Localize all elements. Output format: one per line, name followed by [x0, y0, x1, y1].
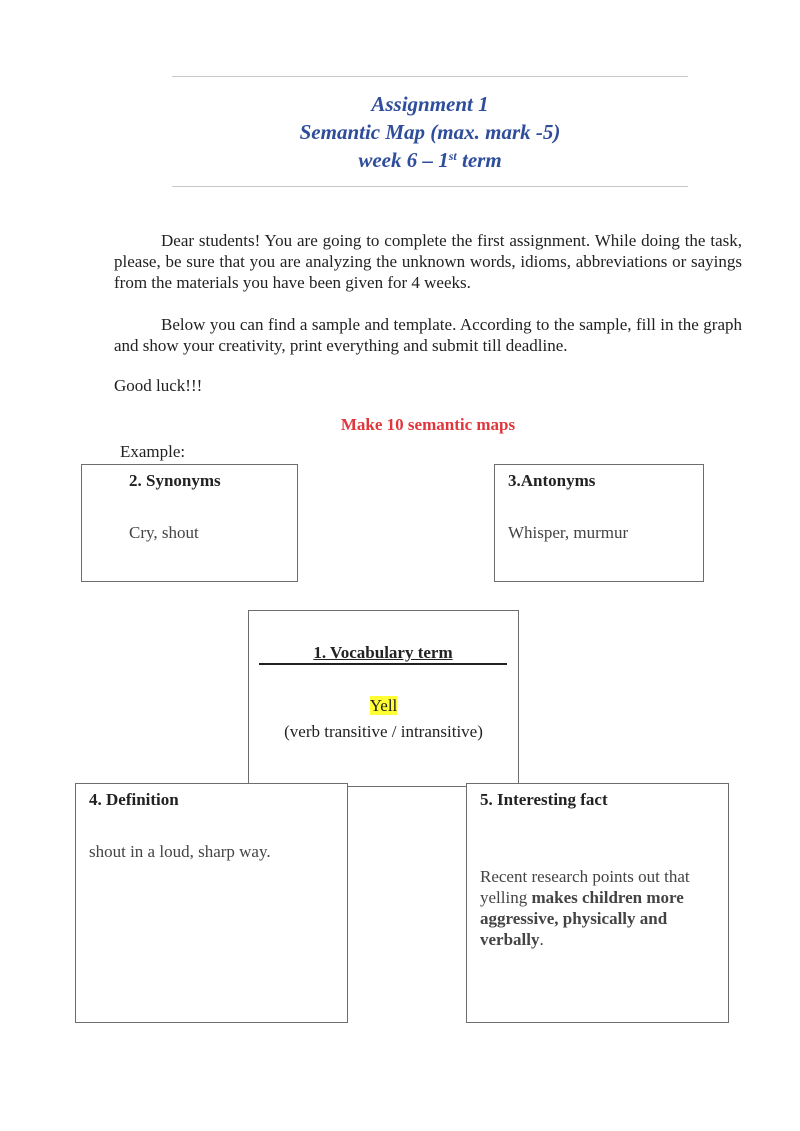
intro-paragraph-2 — [114, 314, 742, 356]
assignment-subtitle: Semantic Map (max. mark -5) — [299, 120, 561, 144]
make-maps-heading: Make 10 semantic maps — [340, 415, 516, 434]
antonyms-heading: 3.Antonyms — [508, 471, 596, 490]
fact-text — [480, 866, 718, 950]
week-text: week 6 – 1 — [358, 148, 449, 172]
bottom-rule — [172, 186, 688, 187]
definition-box — [75, 783, 348, 1023]
antonyms-text: Whisper, murmur — [508, 523, 629, 542]
week-term: term — [456, 148, 502, 172]
fact-heading: 5. Interesting fact — [480, 790, 608, 809]
fact-text-bold: makes children more aggressive, physically and verbally — [480, 888, 684, 949]
synonyms-text: Cry, shout — [129, 523, 199, 542]
vocabulary-word: Yell — [369, 696, 398, 715]
synonyms-heading: 2. Synonyms — [129, 471, 221, 490]
week-superscript: st — [448, 149, 457, 163]
antonyms-box — [494, 464, 704, 582]
example-label: Example: — [120, 442, 186, 461]
vocabulary-word-line — [249, 696, 518, 716]
title-block — [172, 90, 688, 174]
vocabulary-box — [248, 610, 519, 787]
intro-text-2: Below you can find a sample and template. According to the sample, fill in the graph and show your creativity, print everything and submit till deadline. — [114, 315, 742, 355]
intro-paragraph-1 — [114, 230, 742, 293]
good-luck: Good luck!!! — [114, 376, 203, 395]
fact-text-end: . — [539, 930, 544, 949]
fact-text-start: Recent research points out that yelling — [480, 867, 690, 907]
top-rule — [172, 76, 688, 77]
fact-box — [466, 783, 729, 1023]
assignment-week — [172, 146, 688, 174]
definition-heading: 4. Definition — [89, 790, 179, 809]
definition-text: shout in a loud, sharp way. — [89, 842, 271, 861]
vocabulary-heading-text: 1. Vocabulary term — [313, 643, 453, 662]
intro-text-1: Dear students! You are going to complete the first assignment. While doing the task, please, be sure that you are analyzing the unknown words, idioms, abbreviations or sayings from the materials you have been given for 4 weeks. — [114, 231, 742, 292]
assignment-title: Assignment 1 — [371, 92, 489, 116]
synonyms-box — [81, 464, 298, 582]
vocabulary-pos: (verb transitive / intransitive) — [284, 722, 483, 741]
vocabulary-heading — [259, 642, 507, 665]
